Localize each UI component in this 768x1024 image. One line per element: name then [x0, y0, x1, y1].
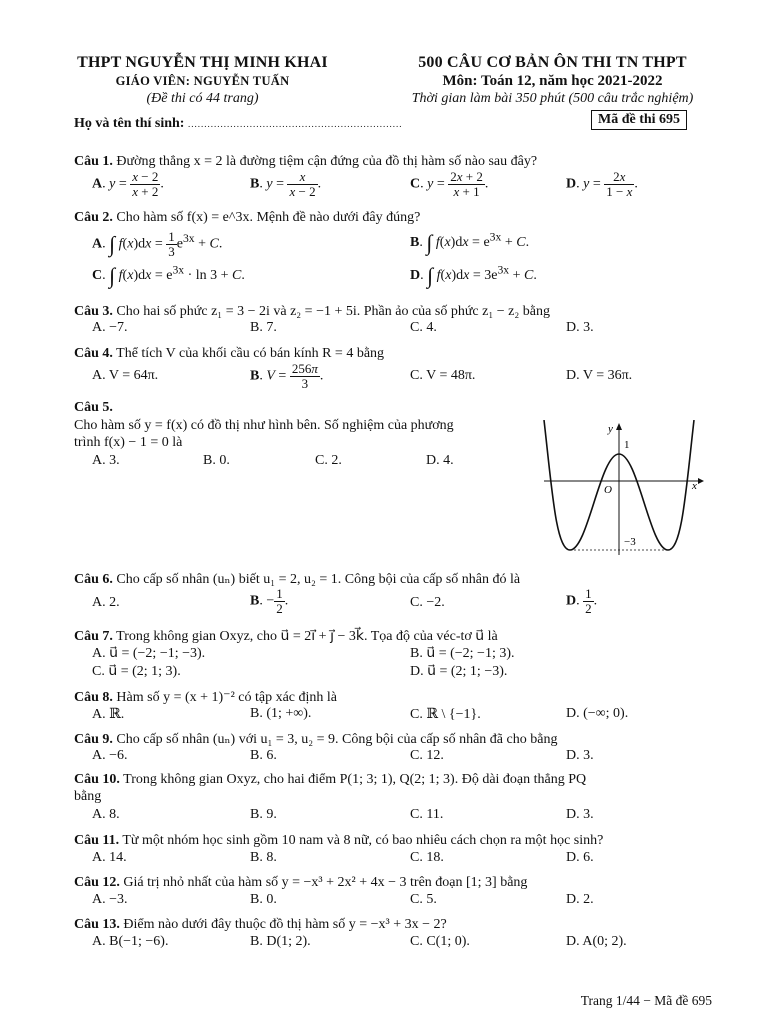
question-label: Câu 8.	[74, 690, 113, 705]
q11-option-d[interactable]: D. 6.	[566, 850, 594, 865]
x-axis-label: x	[692, 480, 697, 492]
question-4	[74, 346, 384, 362]
question-text: Cho hàm số f(x) = e^3x. Mệnh đề nào dưới đây đúng?	[116, 210, 421, 225]
q2-option-a[interactable]: A. ∫ f(x)dx = $\frac{1}{3}$ $e^{3x} + C$.	[92, 229, 223, 259]
question-5	[74, 400, 113, 416]
q6-option-b[interactable]: B. − $\frac{1}{2}$ .	[250, 586, 289, 616]
q10-option-b[interactable]: B. 9.	[250, 807, 277, 822]
q12-option-a[interactable]: A. −3.	[92, 892, 128, 907]
question-text: Giá trị nhỏ nhất của hàm số y = −x³ + 2x² + 4x − 3 trên đoạn [1; 3] bằng	[123, 875, 528, 890]
q4-option-a[interactable]: A. V = 64π.	[92, 368, 159, 383]
question-13	[74, 917, 447, 933]
q7-option-a[interactable]: A. u⃗ = (−2; −1; −3).	[92, 646, 206, 661]
origin-label: O	[604, 484, 612, 496]
q13-option-d[interactable]: D. A(0; 2).	[566, 934, 627, 949]
teacher-name: GIÁO VIÊN: NGUYỄN TUẤN	[115, 74, 290, 88]
q1-option-d[interactable]: D. y = $\frac{2x}{1 - x}$ .	[566, 169, 638, 199]
student-name-line	[74, 116, 402, 132]
q1-option-c[interactable]: C. y = $\frac{2x + 2}{x + 1}$ .	[410, 169, 489, 199]
max-label: 1	[624, 439, 630, 451]
q2-option-b[interactable]: B. ∫ $f(x)dx = e^{3x} + C$.	[410, 230, 530, 255]
function-graph	[540, 420, 705, 560]
question-label: Câu 6.	[74, 572, 113, 587]
q12-option-b[interactable]: B. 0.	[250, 892, 277, 907]
q1-option-b[interactable]: B. y = $\frac{x}{x - 2}$ .	[250, 169, 322, 199]
question-text: Trong không gian Oxyz, cho u⃗ = 2i⃗ + j⃗ − 3k⃗. Tọa độ của véc-tơ u⃗ là	[116, 629, 498, 644]
question-5-text-2: trình f(x) − 1 = 0 là	[74, 435, 183, 450]
q9-option-a[interactable]: A. −6.	[92, 748, 128, 763]
question-label: Câu 2.	[74, 210, 113, 225]
time-note: Thời gian làm bài 350 phút (500 câu trắc nghiệm)	[411, 91, 694, 106]
question-text: Trong không gian Oxyz, cho hai điểm P(1; 3; 1), Q(2; 1; 3). Độ dài đoạn thẳng PQ	[123, 772, 587, 787]
school-name: THPT NGUYỄN THỊ MINH KHAI	[77, 54, 328, 71]
q11-option-c[interactable]: C. 18.	[410, 850, 444, 865]
question-label: Câu 12.	[74, 875, 120, 890]
question-label: Câu 7.	[74, 629, 113, 644]
q8-option-c[interactable]: C. ℝ \ {−1}.	[410, 707, 481, 722]
question-3	[74, 304, 550, 320]
q13-option-c[interactable]: C. C(1; 0).	[410, 934, 470, 949]
min-label: −3	[624, 536, 636, 548]
exam-code-box: Mã đề thi 695	[591, 110, 687, 130]
q12-option-d[interactable]: D. 2.	[566, 892, 594, 907]
student-label: Họ và tên thí sinh:	[74, 116, 185, 131]
page-footer: Trang 1/44 − Mã đề 695	[580, 993, 712, 1008]
question-6	[74, 571, 520, 588]
q9-option-b[interactable]: B. 6.	[250, 748, 277, 763]
question-label: Câu 5.	[74, 400, 113, 415]
x-axis-arrow-icon	[698, 478, 704, 484]
q3-option-b[interactable]: B. 7.	[250, 320, 277, 335]
question-label: Câu 1.	[74, 154, 113, 169]
q8-option-d[interactable]: D. (−∞; 0).	[566, 706, 629, 721]
question-text: Thể tích V của khối cầu có bán kính R = 4 bằng	[116, 346, 385, 361]
question-label: Câu 4.	[74, 346, 113, 361]
q13-option-a[interactable]: A. B(−1; −6).	[92, 934, 169, 949]
q7-option-c[interactable]: C. u⃗ = (2; 1; 3).	[92, 664, 181, 679]
question-10	[74, 772, 586, 788]
question-text: Đường thẳng x = 2 là đường tiệm cận đứng của đồ thị hàm số nào sau đây?	[116, 154, 538, 169]
question-label: Câu 3.	[74, 304, 113, 319]
q10-option-d[interactable]: D. 3.	[566, 807, 594, 822]
q4-option-b[interactable]: B. V = $\frac{256\pi}{3}$ .	[250, 361, 324, 391]
q11-option-a[interactable]: A. 14.	[92, 850, 127, 865]
q5-option-a[interactable]: A. 3.	[92, 453, 120, 468]
q4-option-d[interactable]: D. V = 36π.	[566, 368, 633, 383]
header-right	[385, 54, 720, 108]
question-2	[74, 210, 420, 226]
question-label: Câu 11.	[74, 833, 120, 848]
student-dots: ..................................................................	[187, 119, 403, 129]
question-7	[74, 628, 498, 645]
y-axis-label: y	[608, 423, 613, 435]
y-axis-arrow-icon	[616, 423, 622, 430]
question-label: Câu 13.	[74, 917, 120, 932]
q2-option-c[interactable]: C. ∫ $f(x)dx = e^{3x} \cdot \ln 3 + C$.	[92, 263, 245, 288]
q7-option-b[interactable]: B. u⃗ = (−2; −1; 3).	[410, 646, 515, 661]
q5-option-c[interactable]: C. 2.	[315, 453, 342, 468]
q2-option-d[interactable]: D. ∫ $f(x)dx = 3e^{3x} + C$.	[410, 263, 537, 288]
question-label: Câu 10.	[74, 772, 120, 787]
question-1	[74, 154, 537, 170]
q6-option-d[interactable]: D. $\frac{1}{2}$ .	[566, 586, 598, 616]
question-text: Điểm nào dưới đây thuộc đồ thị hàm số y = −x³ + 3x − 2?	[123, 917, 447, 932]
question-text: Cho cấp số nhân (uₙ) với u₁ = 3, u₂ = 9. Công bội của cấp số nhân đã cho bằng	[116, 732, 558, 747]
question-label: Câu 9.	[74, 732, 113, 747]
subject-year: Môn: Toán 12, năm học 2021-2022	[442, 73, 663, 89]
q10-option-a[interactable]: A. 8.	[92, 807, 120, 822]
question-text: Cho cấp số nhân (uₙ) biết u₁ = 2, u₂ = 1. Công bội của cấp số nhân đó là	[116, 572, 521, 587]
question-11	[74, 833, 603, 849]
question-5-text-1: Cho hàm số y = f(x) có đồ thị như hình bên. Số nghiệm của phương	[74, 418, 454, 433]
question-10-text-2: bằng	[74, 789, 102, 804]
q9-option-d[interactable]: D. 3.	[566, 748, 594, 763]
q6-option-c[interactable]: C. −2.	[410, 595, 445, 610]
q8-option-a[interactable]: A. ℝ.	[92, 707, 125, 722]
q5-option-b[interactable]: B. 0.	[203, 453, 230, 468]
q9-option-c[interactable]: C. 12.	[410, 748, 444, 763]
collection-title: 500 CÂU CƠ BẢN ÔN THI TN THPT	[418, 54, 687, 71]
question-text: Cho hai số phức z₁ = 3 − 2i và z₂ = −1 + 5i. Phần ảo của số phức z₁ − z₂ bằng	[116, 304, 550, 319]
q3-option-a[interactable]: A. −7.	[92, 320, 128, 335]
question-text: Hàm số y = (x + 1)⁻² có tập xác định là	[116, 690, 338, 705]
q13-option-b[interactable]: B. D(1; 2).	[250, 934, 311, 949]
q11-option-b[interactable]: B. 8.	[250, 850, 277, 865]
q3-option-c[interactable]: C. 4.	[410, 320, 437, 335]
q1-option-a[interactable]: A. y = $\frac{x - 2}{x + 2}$ .	[92, 169, 164, 199]
header-left	[50, 54, 355, 108]
question-8	[74, 689, 337, 706]
q7-option-d[interactable]: D. u⃗ = (2; 1; −3).	[410, 664, 508, 679]
q3-option-d[interactable]: D. 3.	[566, 320, 594, 335]
question-9	[74, 731, 557, 748]
question-text: Từ một nhóm học sinh gồm 10 nam và 8 nữ, có bao nhiêu cách chọn ra một học sinh?	[122, 833, 604, 848]
q5-option-d[interactable]: D. 4.	[426, 453, 454, 468]
q6-option-a[interactable]: A. 2.	[92, 595, 120, 610]
question-12	[74, 875, 527, 891]
q8-option-b[interactable]: B. (1; +∞).	[250, 706, 312, 721]
q10-option-c[interactable]: C. 11.	[410, 807, 444, 822]
q12-option-c[interactable]: C. 5.	[410, 892, 437, 907]
q4-option-c[interactable]: C. V = 48π.	[410, 368, 476, 383]
pages-note: (Đề thi có 44 trang)	[146, 91, 259, 106]
